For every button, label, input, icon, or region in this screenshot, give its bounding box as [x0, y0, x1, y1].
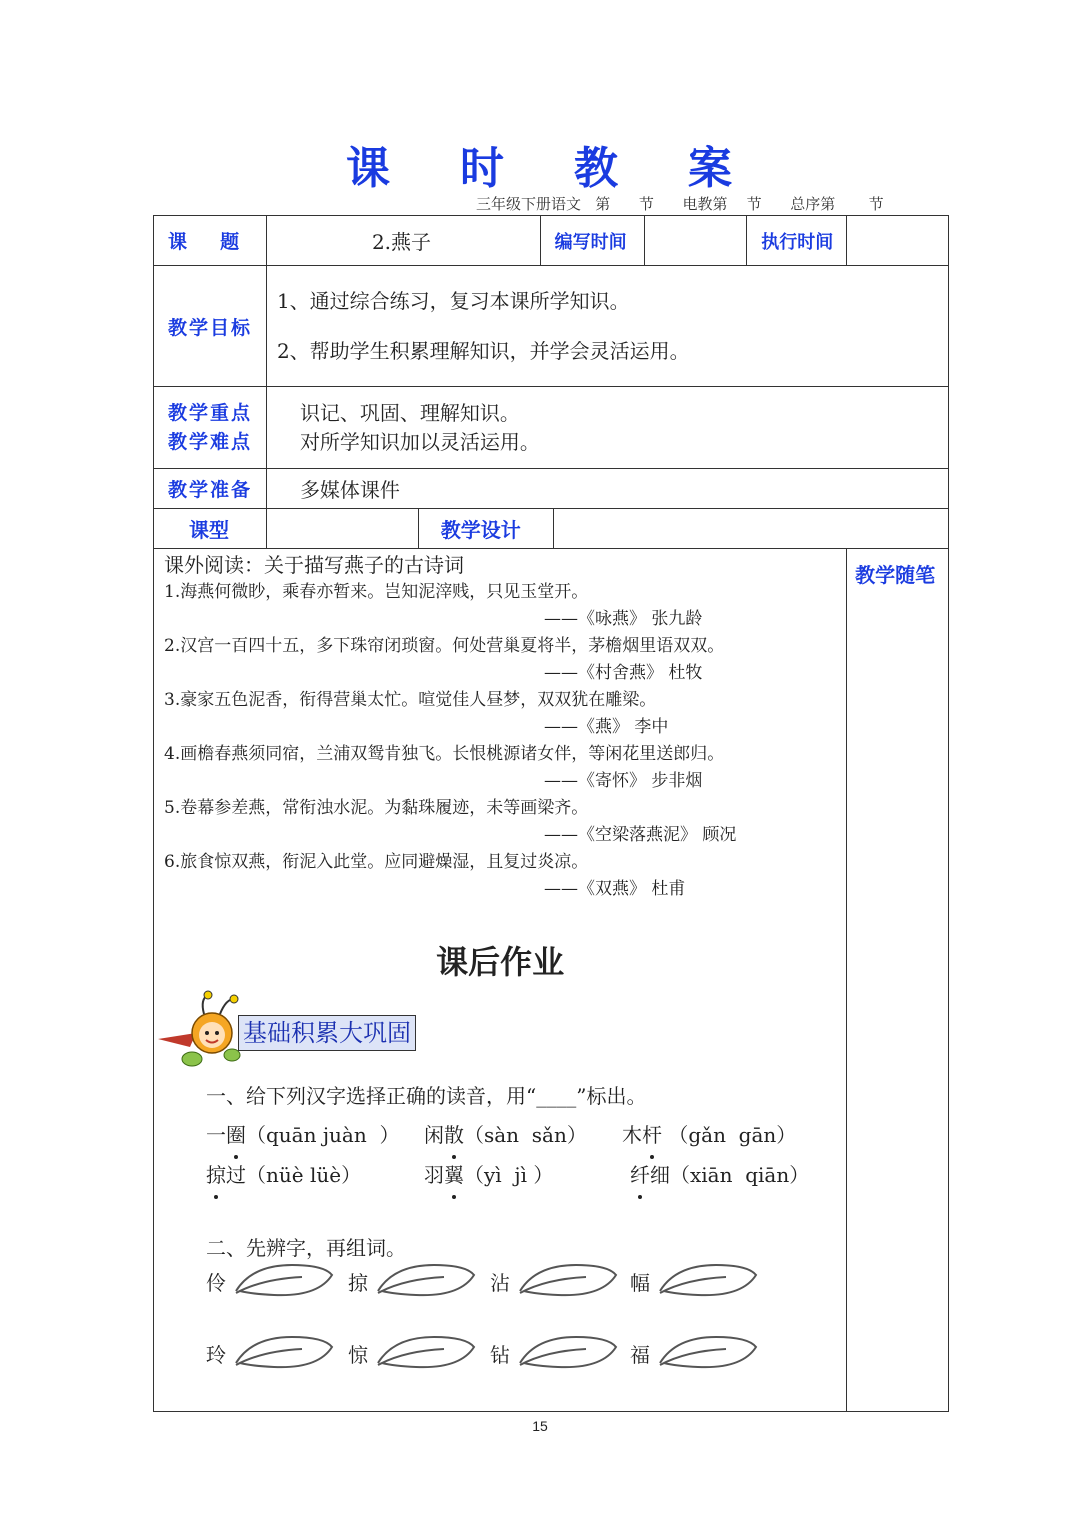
- title-char: 教: [574, 143, 620, 194]
- word-group-item: [206, 1339, 226, 1368]
- compile-time-label: 编写时间: [540, 216, 644, 266]
- pinyin-row: [154, 1115, 846, 1155]
- page-title: [0, 132, 1080, 196]
- character: 掠: [348, 1271, 368, 1295]
- poem-source: ——《双燕》 杜甫: [544, 879, 686, 899]
- exec-time-value: [847, 216, 949, 266]
- leaf-answer-box-icon[interactable]: [656, 1329, 760, 1373]
- leaf-answer-box-icon[interactable]: [374, 1329, 478, 1373]
- character: 幅: [630, 1271, 650, 1295]
- prep-label: 教学准备: [154, 469, 267, 509]
- key-point-label: 教学重点: [168, 401, 253, 424]
- poem-source: ——《空梁落燕泥》 顾况: [544, 825, 737, 845]
- poem-source: ——《燕》 李中: [544, 717, 669, 737]
- goal-item: 2、帮助学生积累理解知识，并学会灵活运用。: [276, 339, 690, 363]
- word-group-item: [630, 1267, 650, 1296]
- word-group-item: [490, 1339, 510, 1368]
- poem-text: 5.卷幕参差燕，常衔浊水泥。为黏珠履迹，未等画梁齐。: [164, 798, 589, 818]
- compile-time-value: [644, 216, 747, 266]
- goal-item: 1、通过综合练习，复习本课所学知识。: [276, 289, 630, 313]
- reading-section: [154, 549, 846, 903]
- difficulty-text: 对所学知识加以灵活运用。: [299, 429, 540, 454]
- subject-label: 课 题: [154, 216, 267, 266]
- title-char: 时: [460, 143, 506, 194]
- pinyin-item: 纤细（xiān qiān）: [630, 1155, 809, 1195]
- focus-content: [266, 387, 948, 469]
- pinyin-item: 羽翼（yì jì ）: [424, 1155, 553, 1195]
- poem-text: 1.海燕何微眇，乘春亦暂来。岂知泥滓贱，只见玉堂开。: [164, 582, 589, 602]
- homework-title: 课后作业: [436, 943, 565, 981]
- homework-banner: [154, 989, 846, 1073]
- poem-text: 2.汉宫一百四十五，多下珠帘闭琐窗。何处营巢夏将半，茅檐烟里语双双。: [164, 636, 725, 656]
- focus-labels: [154, 387, 267, 469]
- pinyin-item: 木杆 （gǎn gān）: [622, 1115, 796, 1155]
- pinyin-item: 一圈（quān juàn ）: [206, 1115, 399, 1155]
- leaf-answer-box-icon[interactable]: [516, 1329, 620, 1373]
- lesson-title: 2.燕子: [266, 216, 540, 266]
- word-group-item: [490, 1267, 510, 1296]
- character: 伶: [206, 1271, 226, 1295]
- page-number: 15: [532, 1418, 548, 1434]
- pinyin-row: [154, 1155, 846, 1195]
- meta-line: 三年级下册语文 第 节 电教第 节 总序第 节: [476, 195, 884, 213]
- key-point-text: 识记、巩固、理解知识。: [299, 400, 520, 425]
- goals-label: 教学目标: [154, 266, 267, 387]
- poem-source: ——《寄怀》 步非烟: [544, 771, 703, 791]
- character: 沾: [490, 1271, 510, 1295]
- character: 惊: [348, 1343, 368, 1367]
- title-char: 课: [346, 143, 392, 194]
- title-char: 案: [688, 143, 734, 194]
- poem-source: ——《村舍燕》 杜牧: [544, 663, 703, 683]
- prep-text: 多媒体课件: [266, 469, 948, 509]
- goals-content: [266, 266, 948, 387]
- banner-label: 基础积累大巩固: [238, 1015, 416, 1051]
- word-group-item: [206, 1267, 226, 1296]
- poem-source: ——《咏燕》 张九龄: [544, 609, 703, 629]
- design-label: 教学设计: [418, 509, 553, 549]
- notes-label: 教学随笔: [847, 549, 949, 1412]
- poem-text: 6.旅食惊双燕，衔泥入此堂。应同避燥湿，且复过炎凉。: [164, 852, 589, 872]
- leaf-answer-box-icon[interactable]: [516, 1257, 620, 1301]
- pinyin-item: 掠过（nüè lüè）: [206, 1155, 361, 1195]
- character: 玲: [206, 1343, 226, 1367]
- word-group-item: [630, 1339, 650, 1368]
- leaf-answer-box-icon[interactable]: [374, 1257, 478, 1301]
- question-2: 二、先辨字，再组词。: [206, 1236, 406, 1260]
- poem-text: 4.画檐春燕须同宿，兰浦双鸳肯独飞。长恨桃源诸女伴，等闲花里送郎归。: [164, 744, 725, 764]
- main-content-cell: [154, 549, 847, 1412]
- leaf-answer-box-icon[interactable]: [656, 1257, 760, 1301]
- question-1: 一、给下列汉字选择正确的读音，用“____”标出。: [206, 1084, 647, 1108]
- pinyin-item: 闲散（sàn sǎn）: [424, 1115, 587, 1155]
- class-type-value: [266, 509, 418, 549]
- character: 福: [630, 1343, 650, 1367]
- exec-time-label: 执行时间: [747, 216, 847, 266]
- leaf-answer-box-icon[interactable]: [232, 1329, 336, 1373]
- word-group-item: [348, 1339, 368, 1368]
- difficulty-label: 教学难点: [168, 430, 253, 453]
- design-value: [553, 509, 948, 549]
- word-group-item: [348, 1267, 368, 1296]
- class-type-label: 课型: [154, 509, 267, 549]
- leaf-answer-box-icon[interactable]: [232, 1257, 336, 1301]
- character: 钻: [490, 1343, 510, 1367]
- poem-text: 3.豪家五色泥香，衔得营巢太忙。喧觉佳人昼梦，双双犹在雕梁。: [164, 690, 657, 710]
- lesson-plan-table: [153, 215, 949, 1412]
- word-group-row: [154, 1339, 846, 1411]
- reading-heading: 课外阅读：关于描写燕子的古诗词: [164, 553, 464, 577]
- bee-mascot-icon: [156, 989, 246, 1073]
